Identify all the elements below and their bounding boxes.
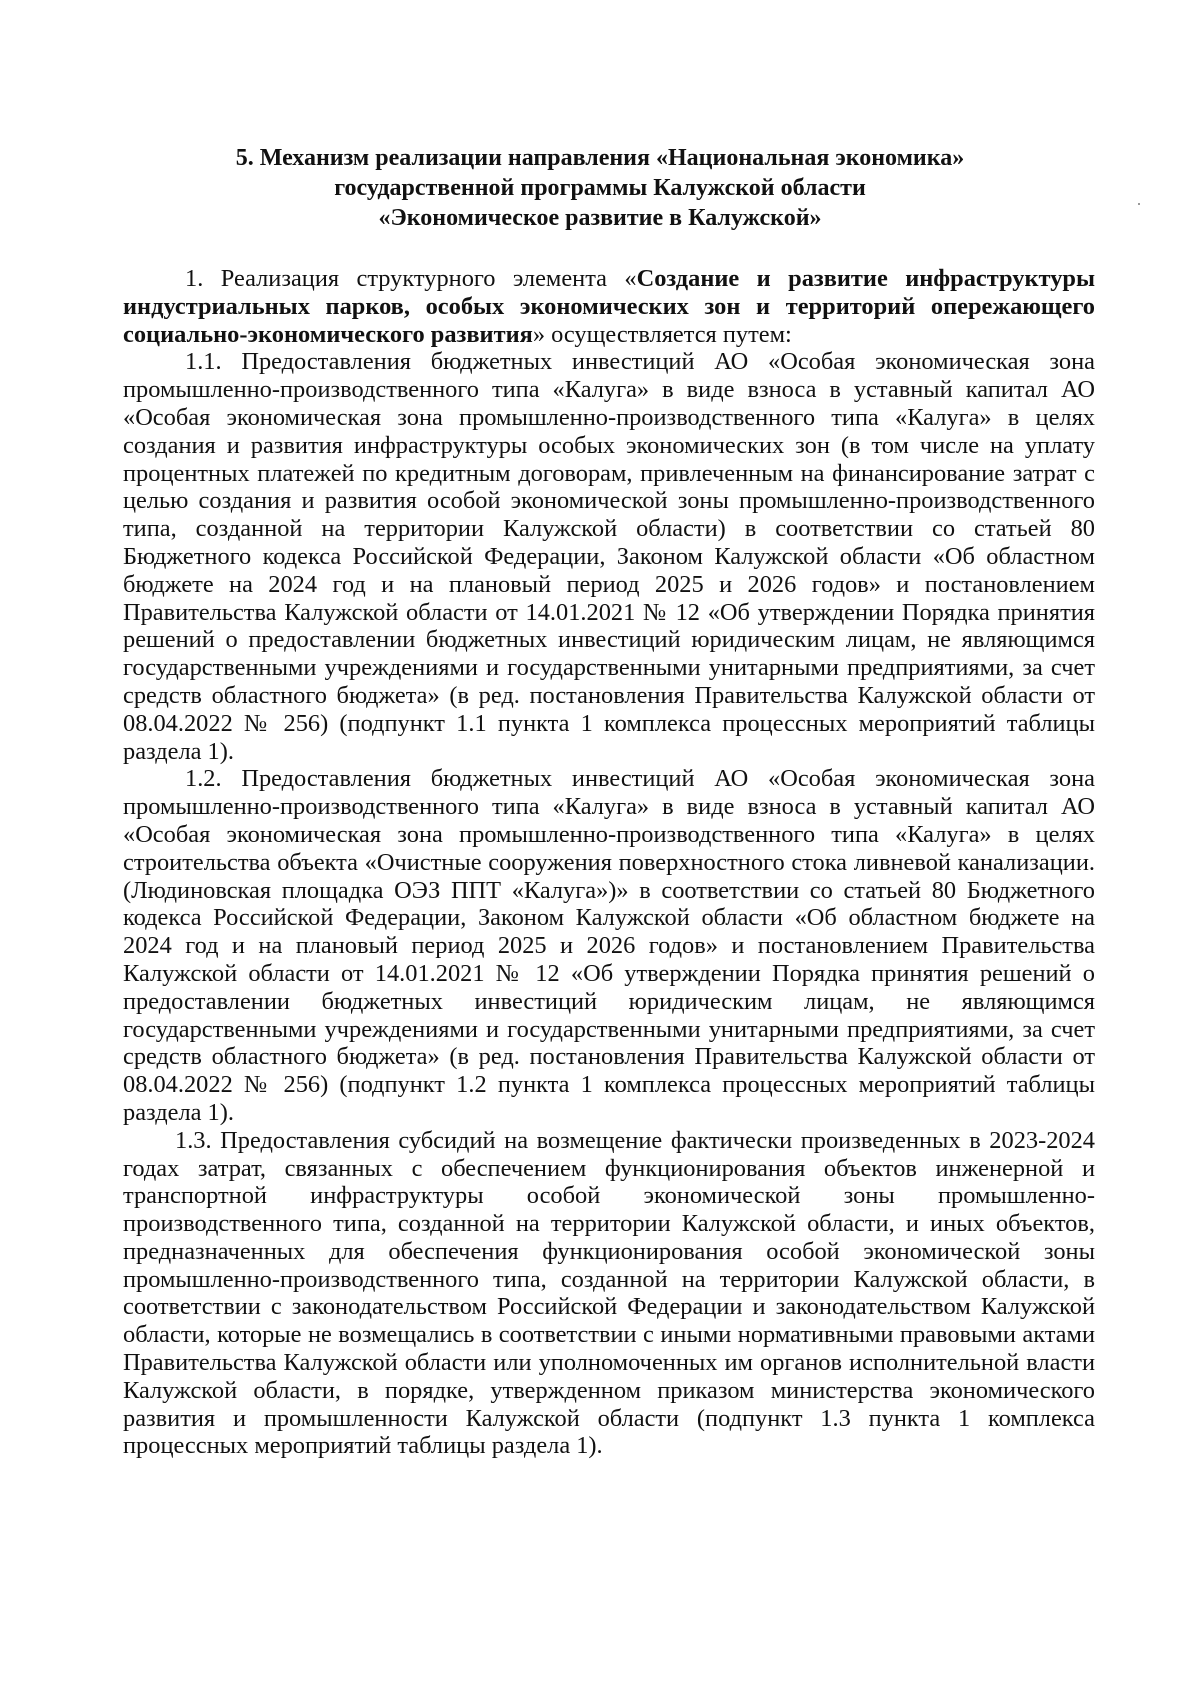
heading-line-3: «Экономическое развитие в Калужской» [378,205,822,231]
scan-speck [1138,203,1140,205]
paragraph-1 [123,265,1095,348]
paragraph-1-2: 1.2. Предоставления бюджетных инвестиций АО «Особая экономическая зона промышленно-производственного типа «Калуга» в виде взноса в уставный капитал АО «Особая экономическая зона промышленно-производственного типа «Калуга» в целях строительства объекта «Очистные сооружения поверхностного стока ливневой канализации. (Людиновская площадка ОЭЗ ППТ «Калуга»)» в соответствии со статьей 80 Бюджетного кодекса Российской Федерации, Законом Калужской области «Об областном бюджете на 2024 год и на плановый период 2025 и 2026 годов» и постановлением Правительства Калужской области от 14.01.2021 № 12 «Об утверждении Порядка принятия решений о предоставлении бюджетных инвестиций юридическим лицам, не являющимся государственными учреждениями и государственными унитарными предприятиями, за счет средств областного бюджета» (в ред. постановления Правительства Калужской области от 08.04.2022 № 256) (подпункт 1.2 пункта 1 комплекса процессных мероприятий таблицы раздела 1). [123,765,1095,1126]
paragraph-1-1: 1.1. Предоставления бюджетных инвестиций АО «Особая экономическая зона промышленно-производственного типа «Калуга» в виде взноса в уставный капитал АО «Особая экономическая зона промышленно-производственного типа «Калуга» в целях создания и развития инфраструктуры особых экономических зон (в том числе на уплату процентных платежей по кредитным договорам, привлеченным на финансирование затрат с целью создания и развития особой экономической зоны промышленно-производственного типа, созданной на территории Калужской области) в соответствии со статьей 80 Бюджетного кодекса Российской Федерации, Законом Калужской области «Об областном бюджете на 2024 год и на плановый период 2025 и 2026 годов» и постановлением Правительства Калужской области от 14.01.2021 № 12 «Об утверждении Порядка принятия решений о предоставлении бюджетных инвестиций юридическим лицам, не являющимся государственными учреждениями и государственными унитарными предприятиями, за счет средств областного бюджета» (в ред. постановления Правительства Калужской области от 08.04.2022 № 256) (подпункт 1.1 пункта 1 комплекса процессных мероприятий таблицы раздела 1). [123,348,1095,765]
paragraph-1-tail: » осуществляется путем: [532,320,792,348]
document-body [123,265,1095,1460]
paragraph-1-3: 1.3. Предоставления субсидий на возмещение фактически произведенных в 2023-2024 годах затрат, связанных с обеспечением функционирования объектов инженерной и транспортной инфраструктуры особой экономической зоны промышленно-производственного типа, созданной на территории Калужской области, и иных объектов, предназначенных для обеспечения функционирования особой экономической зоны промышленно-производственного типа, созданной на территории Калужской области, в соответствии с законодательством Российской Федерации и законодательством Калужской области, которые не возмещались в соответствии с иными нормативными правовыми актами Правительства Калужской области или уполномоченных им органов исполнительной власти Калужской области, в порядке, утвержденном приказом министерства экономического развития и промышленности Калужской области (подпункт 1.3 пункта 1 комплекса процессных мероприятий таблицы раздела 1). [123,1126,1095,1460]
section-heading [130,143,1070,233]
structural-element-title: Создание и развитие инфраструктуры индустриальных парков, особых экономических зон и территорий опережающего социально-экономического развития [123,265,1095,348]
heading-line-2: государственной программы Калужской области [334,175,866,201]
paragraph-1-intro: 1. Реализация структурного элемента « [185,265,637,292]
heading-line-1: 5. Механизм реализации направления «Национальная экономика» [235,145,965,171]
